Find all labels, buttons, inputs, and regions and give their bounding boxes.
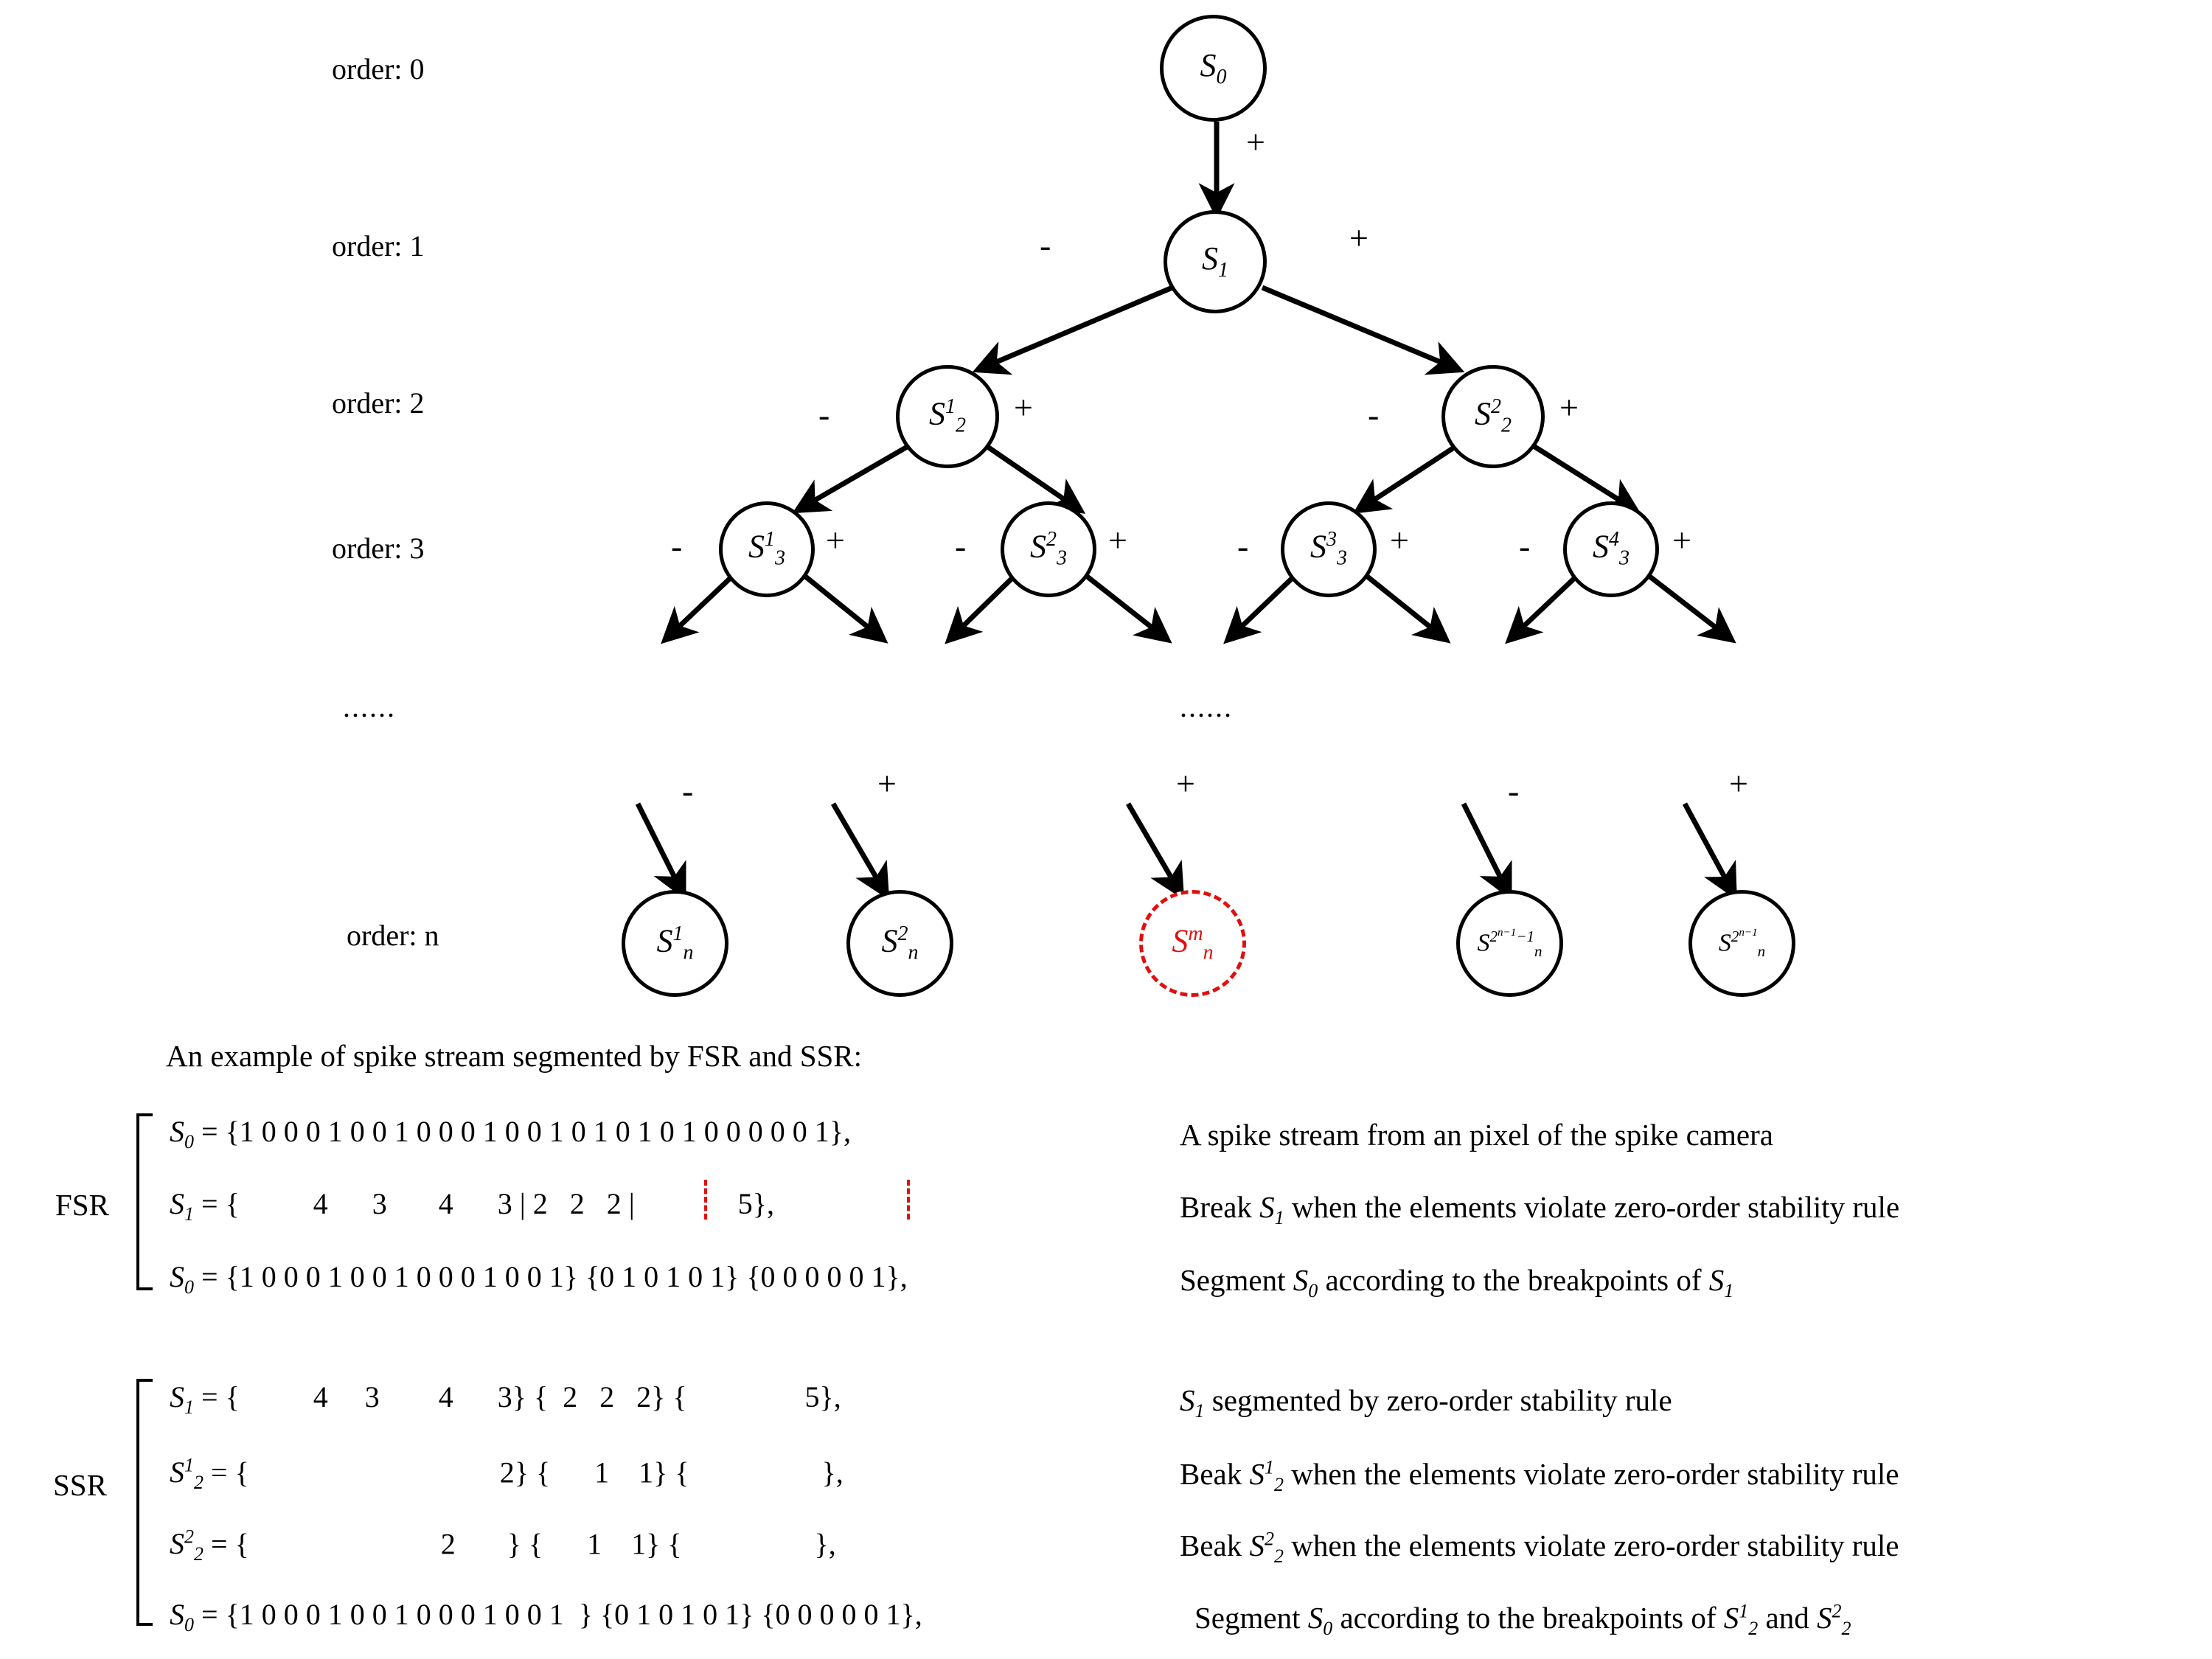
tree-node-sn-1[interactable] (622, 890, 728, 997)
sign-s3-1-plus: + (826, 521, 845, 559)
tree-node-sn-1-label: $S^1_n$ (656, 922, 694, 964)
tree-node-s0[interactable] (1160, 15, 1267, 122)
ssr-row-2-eq: = (211, 1527, 228, 1561)
ssr-note-2: Beak $S^2_2$ when the elements violate zero-order stability rule (1180, 1528, 1899, 1568)
tree-node-sn-2[interactable] (846, 890, 953, 997)
sign-s0-plus: + (1246, 123, 1265, 161)
fsr-row-1-body: { 4 3 4 3 | 2 2 2 | 5}, (225, 1187, 774, 1220)
tree-node-s3-1[interactable] (719, 501, 815, 597)
sign-s2-2-minus: - (1368, 396, 1380, 434)
ssr-row-1-eq: = (211, 1455, 228, 1489)
fsr-row-0-lhs: $S_0$ (170, 1115, 194, 1152)
tree-node-sn-m-label: $S^m_n$ (1172, 922, 1214, 964)
ssr-note-0: $S_1$ segmented by zero-order stability rule (1180, 1383, 1672, 1422)
tree-node-s2-2[interactable] (1441, 365, 1545, 468)
tree-node-sn-k2[interactable] (1688, 890, 1795, 997)
tree-node-s3-2-label: $S^2_3$ (1030, 528, 1067, 570)
fsr-note-0: A spike stream from an pixel of the spike camera (1180, 1118, 1773, 1152)
order-label-3: order: 3 (332, 532, 425, 565)
breakpoint-marker-left (704, 1180, 707, 1220)
ssr-bracket (136, 1379, 153, 1626)
fsr-note-1: Break $S_1$ when the elements violate zero-order stability rule (1180, 1190, 1900, 1229)
sign-s3-4-plus: + (1672, 521, 1691, 559)
fsr-note-2: Segment $S_0$ according to the breakpoints of $S_1$ (1180, 1263, 1734, 1302)
ssr-row-1-body: { 2} { 1 1} { }, (234, 1455, 844, 1489)
tree-node-s2-1[interactable] (896, 365, 999, 468)
order-label-1: order: 1 (332, 229, 425, 262)
tree-node-s3-4[interactable] (1563, 501, 1659, 597)
fsr-row-2 (170, 1262, 908, 1297)
order-label-0: order: 0 (332, 52, 425, 86)
sign-sn-k2-plus: + (1729, 765, 1748, 802)
sign-s3-3-minus: - (1237, 527, 1249, 565)
ssr-row-1 (170, 1456, 844, 1492)
tree-node-s1[interactable] (1164, 210, 1267, 313)
ssr-row-2-body: { 2 } { 1 1} { }, (234, 1527, 836, 1561)
fsr-row-2-eq: = (201, 1260, 218, 1293)
breakpoint-marker-right (907, 1180, 910, 1220)
ssr-row-2-lhs: $S^2_2$ (170, 1526, 204, 1565)
ssr-row-1-lhs: $S^1_2$ (170, 1455, 204, 1494)
sign-s3-1-minus: - (671, 527, 683, 565)
sign-sn-k1-minus: - (1508, 772, 1520, 810)
sign-sn-1-minus: - (682, 772, 694, 810)
ssr-row-3-body: {1 0 0 0 1 0 0 1 0 0 0 1 0 0 1 } {0 1 0 1 0 1} {0 0 0 0 0 1}, (225, 1598, 922, 1631)
tree-node-sn-k1[interactable] (1456, 890, 1563, 997)
fsr-row-1 (170, 1189, 774, 1224)
ssr-row-3 (170, 1600, 922, 1635)
ssr-row-0-lhs: $S_1$ (170, 1380, 194, 1418)
tree-node-s3-3[interactable] (1281, 501, 1377, 597)
tree-node-sn-k2-label: $S^{2^{n-1}}_n$ (1718, 926, 1766, 961)
ssr-row-3-lhs: $S_0$ (170, 1598, 194, 1635)
ssr-row-0-eq: = (201, 1380, 218, 1413)
sign-s3-4-minus: - (1519, 527, 1531, 565)
tree-node-s3-2[interactable] (1001, 501, 1096, 597)
fsr-row-2-lhs: $S_0$ (170, 1260, 194, 1298)
sign-s3-2-minus: - (955, 527, 967, 565)
fsr-row-1-lhs: $S_1$ (170, 1187, 194, 1225)
fsr-row-0-body: {1 0 0 0 1 0 0 1 0 0 0 1 0 0 1 0 1 0 1 0 1 0 0 0 0 0 1}, (225, 1115, 851, 1148)
tree-node-sn-k1-label: $S^{2^{n-1}-1}_n$ (1477, 926, 1543, 961)
fsr-row-2-body: {1 0 0 0 1 0 0 1 0 0 0 1 0 0 1} {0 1 0 1 0 1} {0 0 0 0 0 1}, (225, 1260, 908, 1293)
fsr-group-label: FSR (55, 1188, 109, 1222)
tree-node-sn-m-highlighted[interactable] (1139, 890, 1246, 997)
ssr-row-0 (170, 1382, 841, 1417)
fsr-bracket (136, 1113, 153, 1290)
sign-sn-2-plus: + (877, 765, 897, 802)
sign-s2-2-plus: + (1559, 389, 1579, 426)
sign-s1-minus: - (1040, 226, 1051, 264)
tree-node-sn-2-label: $S^2_n$ (881, 922, 919, 964)
sign-s2-1-plus: + (1014, 389, 1033, 426)
fsr-row-1-eq: = (201, 1187, 218, 1220)
tree-node-s3-3-label: $S^3_3$ (1310, 528, 1347, 570)
sign-s3-2-plus: + (1108, 521, 1127, 559)
tree-node-s0-label: $S_0$ (1200, 46, 1227, 88)
sign-s2-1-minus: - (818, 396, 830, 434)
ellipsis-left: ...... (343, 690, 396, 723)
ssr-group-label: SSR (53, 1468, 107, 1502)
tree-node-s2-2-label: $S^2_2$ (1475, 395, 1512, 437)
ssr-row-2 (170, 1528, 836, 1564)
fsr-row-0 (170, 1117, 851, 1152)
example-title: An example of spike stream segmented by FSR and SSR: (166, 1039, 863, 1073)
order-label-n: order: n (347, 919, 439, 952)
sign-s3-3-plus: + (1390, 521, 1409, 559)
tree-node-s3-4-label: $S^4_3$ (1593, 528, 1630, 570)
ssr-row-0-body: { 4 3 4 3} { 2 2 2} { 5}, (225, 1380, 841, 1413)
tree-node-s3-1-label: $S^1_3$ (748, 528, 785, 570)
tree-node-s1-label: $S_1$ (1202, 240, 1228, 282)
ssr-note-3: Segment $S_0$ according to the breakpoints of $S^1_2$ and $S^2_2$ (1194, 1600, 1851, 1640)
ssr-note-1: Beak $S^1_2$ when the elements violate zero-order stability rule (1180, 1456, 1899, 1496)
sign-sn-m-plus: + (1176, 765, 1195, 802)
ellipsis-center: ...... (1180, 690, 1233, 723)
sign-s1-plus: + (1349, 219, 1368, 257)
ssr-row-3-eq: = (201, 1598, 218, 1631)
fsr-row-0-eq: = (201, 1115, 218, 1148)
order-label-2: order: 2 (332, 386, 425, 420)
tree-node-s2-1-label: $S^1_2$ (929, 395, 966, 437)
